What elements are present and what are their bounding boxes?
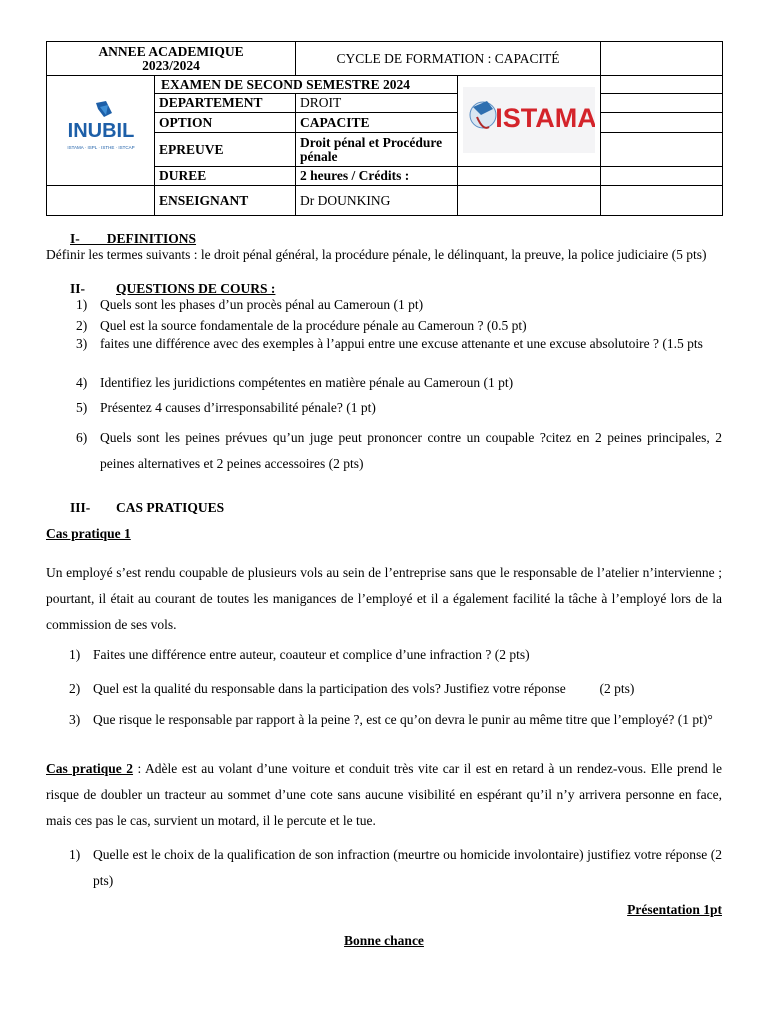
row-value-epreuve: Droit pénal et Procédure pénale <box>296 133 458 167</box>
section1-text: Définir les termes suivants : le droit pénal général, la procédure pénale, le délinquant, la preuve, la police judiciaire (5 pts) <box>46 247 707 262</box>
case2-text: : Adèle est au volant d’une voiture et conduit très vite car il est en retard à un rendez-vous. Elle prend le risque de doubler un tracteur au sommet d’une cote sans aucune visibilité en espérant qu’il n’y arrivera personne en face, mais ces pas le cas, survient un motard, il le percute et le tue. <box>46 761 722 828</box>
case1-question-3: 3) Que risque le responsable par rapport à la peine ?, est ce qu’on devra le punir au même titre que l’employé? (1 pt)° <box>69 712 713 727</box>
course-question-6: 6) Quels sont les peines prévues qu’un juge peut prononcer contre un coupable ?citez en 2 peines principales, 2 peines alternatives et 2 peines accessoires (2 pts) <box>76 430 722 471</box>
inubil-logo <box>56 99 146 159</box>
case1-question-2: 2) Quel est la qualité du responsable dans la participation des vols? Justifiez votre réponse (2 pts) <box>69 681 635 696</box>
row-value-duree: 2 heures / Crédits : <box>296 167 458 186</box>
inubil-logo-subtext: ISTAMA · ISPL · ISTHE · ISTCAP <box>66 145 135 150</box>
case2-question-1: 1) Quelle est le choix de la qualification de son infraction (meurtre ou homicide involontaire) justifiez votre réponse (2 pts) <box>69 847 722 888</box>
row-value-option: CAPACITE <box>296 113 458 133</box>
inubil-logo-text: INUBIL <box>67 120 134 142</box>
row-label-enseignant: ENSEIGNANT <box>155 186 296 216</box>
section1-title: I- DEFINITIONS <box>70 231 197 246</box>
case1-text: Un employé s’est rendu coupable de plusieurs vols au sein de l’entreprise sans que le responsable de l’atelier n’intervienne ; pourtant, il était au courant de toutes les manigances de l’employé et il a également facilité la tâche à l’employé lors de la commission de ses vols. <box>46 565 722 632</box>
empty-cell <box>601 186 723 216</box>
row-label-duree: DUREE <box>155 167 296 186</box>
course-question-1: 1) Quels sont les phases d’un procès pénal au Cameroun (1 pt) <box>76 297 424 312</box>
section2-title <box>70 281 370 297</box>
row-value-departement: DROIT <box>296 94 458 113</box>
case1-question-1: 1) Faites une différence entre auteur, coauteur et complice d’une infraction ? (2 pts) <box>69 647 530 662</box>
empty-cell <box>47 186 155 216</box>
empty-cell <box>458 186 601 216</box>
header-table <box>46 41 723 216</box>
istama-logo-cell <box>458 76 601 167</box>
case2-block <box>46 756 722 834</box>
empty-cell <box>601 113 723 133</box>
empty-cell <box>458 167 601 186</box>
course-question-5: 5) Présentez 4 causes d’irresponsabilité pénale? (1 pt) <box>76 400 376 415</box>
course-question-4: 4) Identifiez les juridictions compétentes en matière pénale au Cameroun (1 pt) <box>76 375 514 390</box>
inubil-logo-cell <box>47 76 155 186</box>
academic-year-cell <box>47 42 296 76</box>
istama-logo-text: ISTAMA <box>495 102 596 133</box>
empty-cell <box>601 76 723 94</box>
exam-title: EXAMEN DE SECOND SEMESTRE 2024 <box>161 76 411 92</box>
empty-cell <box>601 42 723 76</box>
course-question-3: 3) faites une différence avec des exemples à l’appui entre une excuse attenante et une excuse absolutoire ? (1.5 pts <box>76 336 703 351</box>
section2-heading: QUESTIONS DE COURS : <box>116 281 276 296</box>
row-label-epreuve: EPREUVE <box>155 133 296 167</box>
row-label-option: OPTION <box>155 113 296 133</box>
empty-cell <box>601 94 723 113</box>
exam-title-cell <box>155 76 458 94</box>
empty-cell <box>601 133 723 167</box>
empty-cell <box>601 167 723 186</box>
istama-logo <box>463 87 595 153</box>
academic-year: 2023/2024 <box>142 57 200 73</box>
row-label-departement: DEPARTEMENT <box>155 94 296 113</box>
good-luck: Bonne chance <box>344 933 424 948</box>
academic-year-label: ANNEE ACADEMIQUE <box>98 43 244 59</box>
case1-title: Cas pratique 1 <box>46 526 131 541</box>
presentation-note: Présentation 1pt <box>627 902 722 917</box>
section3-num: III- <box>70 500 91 515</box>
case2-title: Cas pratique 2 <box>46 761 134 776</box>
cycle-text: CYCLE DE FORMATION : CAPACITÉ <box>336 50 560 66</box>
course-question-2: 2) Quel est la source fondamentale de la procédure pénale au Cameroun ? (0.5 pt) <box>76 318 527 333</box>
row-value-enseignant: Dr DOUNKING <box>296 186 458 216</box>
section3-title <box>70 500 370 516</box>
cycle-cell <box>296 42 601 76</box>
section3-heading: CAS PRATIQUES <box>116 500 225 515</box>
section2-num: II- <box>70 281 86 296</box>
